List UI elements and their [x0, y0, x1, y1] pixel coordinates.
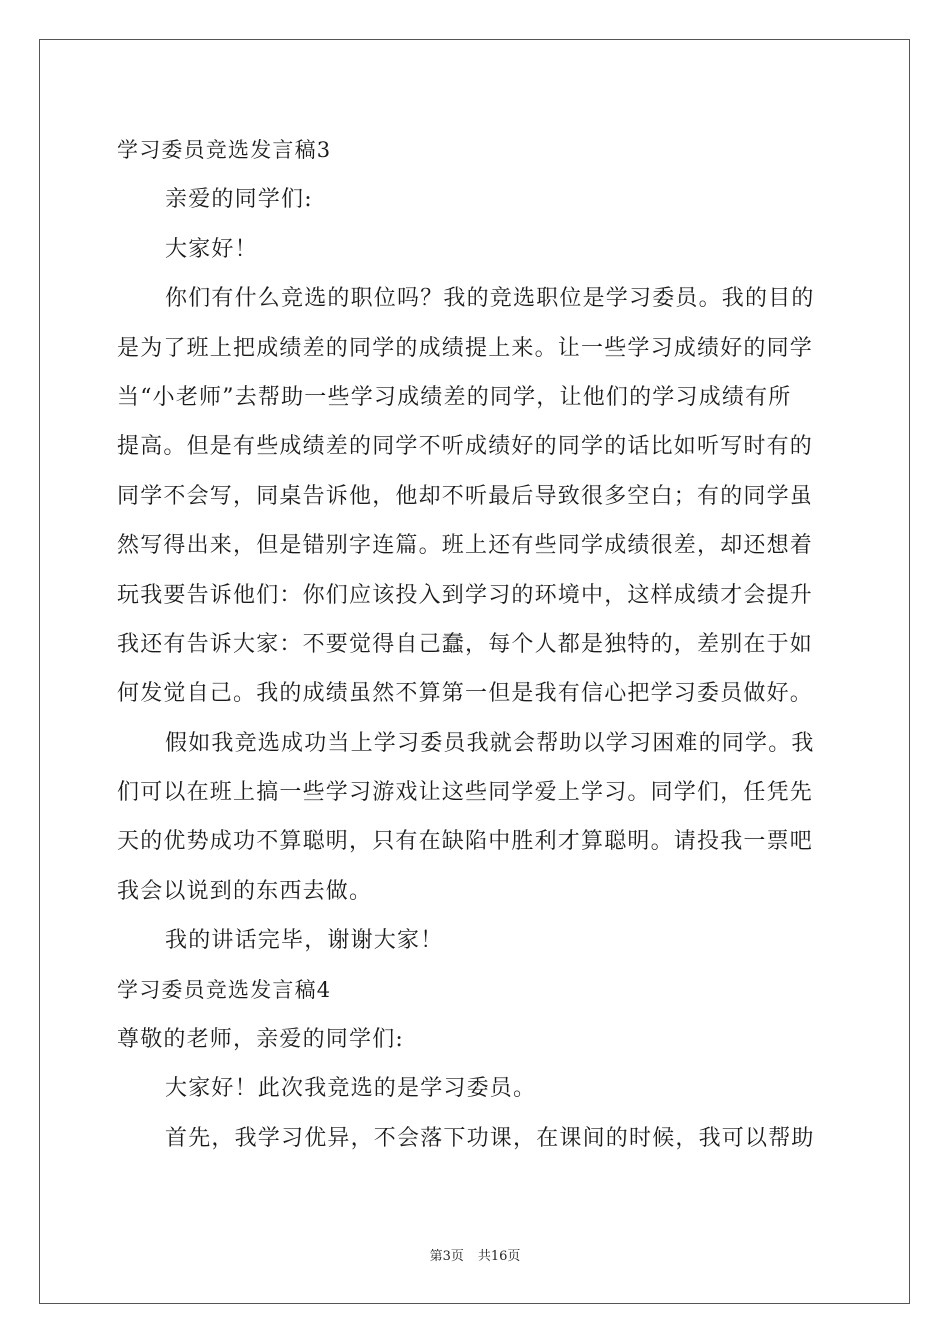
text-line: 玩我要告诉他们：你们应该投入到学习的环境中，这样成绩才会提升	[117, 582, 814, 608]
text-line: 大家好！	[165, 236, 258, 262]
text-line: 尊敬的老师，亲爱的同学们:	[117, 1027, 405, 1053]
text-line: 我还有告诉大家：不要觉得自己蠢，每个人都是独特的，差别在于如	[117, 631, 814, 657]
text-line: 何发觉自己。我的成绩虽然不算第一但是我有信心把学习委员做好。	[117, 681, 814, 707]
text-line: 天的优势成功不算聪明，只有在缺陷中胜利才算聪明。请投我一票吧	[117, 829, 814, 855]
text-line: 是为了班上把成绩差的同学的成绩提上来。让一些学习成绩好的同学	[117, 335, 814, 361]
text-line: 亲爱的同学们:	[165, 187, 313, 213]
text-line: 同学不会写，同桌告诉他，他却不听最后导致很多空白；有的同学虽	[117, 483, 814, 509]
section-heading: 学习委员竞选发言稿3	[117, 138, 332, 162]
document-body	[117, 126, 837, 1163]
text-line: 大家好！此次我竞选的是学习委员。	[165, 1076, 537, 1102]
page-total: 共16页	[477, 1249, 521, 1264]
text-line: 假如我竞选成功当上学习委员我就会帮助以学习困难的同学。我	[165, 730, 815, 756]
text-line: 然写得出来，但是错别字连篇。班上还有些同学成绩很差，却还想着	[117, 533, 814, 559]
text-line: 你们有什么竞选的职位吗？我的竞选职位是学习委员。我的目的	[165, 286, 815, 312]
text-line: 我会以说到的东西去做。	[117, 878, 373, 904]
page-number: 第3页	[429, 1249, 464, 1264]
text-line: 首先，我学习优异，不会落下功课，在课间的时候，我可以帮助	[165, 1125, 815, 1151]
text-line: 们可以在班上搞一些学习游戏让这些同学爱上学习。同学们，任凭先	[117, 780, 814, 806]
section-heading: 学习委员竞选发言稿4	[117, 977, 332, 1002]
text-line: 我的讲话完毕，谢谢大家！	[165, 928, 444, 954]
text-line: 当“小老师”去帮助一些学习成绩差的同学，让他们的学习成绩有所	[117, 384, 792, 410]
text-line: 提高。但是有些成绩差的同学不听成绩好的同学的话比如听写时有的	[117, 434, 814, 460]
page-footer	[0, 1245, 950, 1264]
